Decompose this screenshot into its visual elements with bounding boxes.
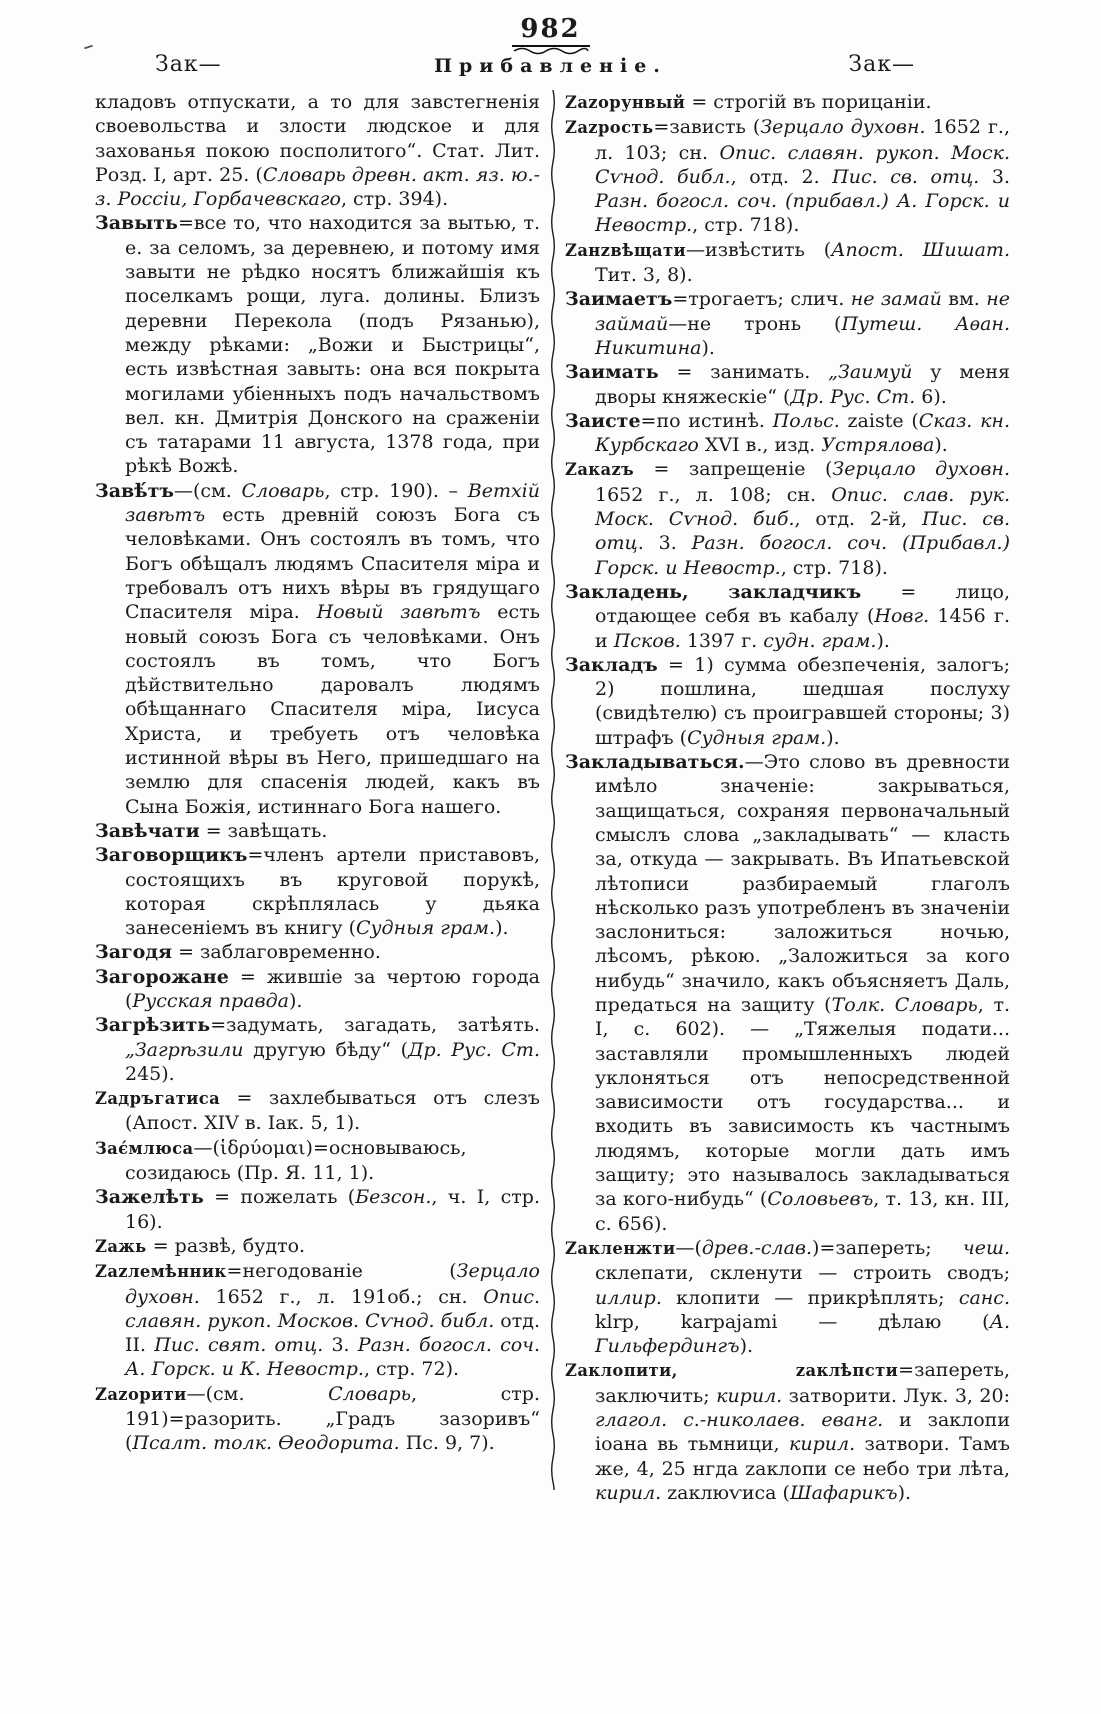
entry-text: Пис. свят. отц.	[154, 1334, 324, 1357]
entry-text: zaiste (	[839, 409, 919, 432]
entry-text: Судныя грам.	[687, 726, 827, 749]
headword: Завѣ́тъ	[95, 479, 174, 502]
entry-text: = строгій въ порицаніи.	[685, 91, 932, 113]
dictionary-entry	[565, 90, 1010, 115]
entry-text: Пс. 9, 7).	[399, 1432, 495, 1455]
entry-text: другую бѣду“ (	[243, 1038, 408, 1061]
headword: Закладываться.	[565, 751, 745, 774]
entry-text: Толк. Словарь	[831, 993, 978, 1016]
entry-text: А. Гильфердингъ	[595, 1310, 1010, 1358]
entry-text: склепати, скленути — строить сводъ;	[595, 1262, 1010, 1285]
entry-text: судн. грам.	[763, 629, 877, 652]
entry-text: затвори. Тамъ же, 4, 25 нгда zаклопи се небо три лѣта,	[595, 1433, 1010, 1480]
page-number-block	[0, 14, 1101, 55]
entry-text: чеш.	[962, 1236, 1010, 1259]
entry-text: =по истинѣ.	[640, 409, 773, 432]
entry-text: , отд. 2.	[730, 165, 833, 188]
headword: Загорожане	[95, 965, 229, 988]
entry-text: =негодованіе (	[226, 1260, 457, 1283]
entry-text: Словарь древн. акт. яз. ю.-з. Россіи, Горбачевскаго	[95, 163, 541, 211]
page-number-wavy-rule	[512, 47, 590, 55]
entry-text: кирил.	[595, 1481, 662, 1504]
entry-text: 1652 г., л. 191об.; сн.	[199, 1285, 484, 1308]
dictionary-entry	[565, 653, 1010, 750]
column-divider-rule	[548, 90, 558, 1490]
dictionary-entry	[565, 409, 1010, 458]
entry-text: = захлебываться отъ слезъ (Апост. XIV в. Іак. 5, 1).	[125, 1087, 540, 1135]
entry-text: XVI в., изд.	[698, 434, 822, 457]
entry-text: Опис. славян. рукоп. Москов. Сѵнод. библ.	[125, 1285, 540, 1332]
entry-text: Шафарикъ	[789, 1481, 898, 1504]
running-head-right: Зак—	[848, 52, 915, 77]
entry-text: Зерцало духовн.	[760, 116, 926, 139]
entry-text: , стр. 190). –	[324, 479, 468, 502]
entry-text: 1456 г. и	[595, 605, 1010, 652]
entry-text: Сказ. кн. Курбскаго	[595, 409, 1010, 457]
entry-text: не займай	[595, 288, 1010, 335]
entry-text: Псков.	[613, 629, 681, 652]
entry-text: —(см.	[186, 1382, 329, 1405]
entry-text: , т. 13, кн. III, с. 656).	[595, 1188, 1010, 1235]
dictionary-entry	[95, 479, 540, 819]
dictionary-entry	[565, 457, 1010, 579]
headword: Zаzрость	[565, 118, 654, 138]
entry-text: Опис. славян. рукоп. Моск. Сѵнод. библ.	[595, 141, 1010, 188]
entry-text: затворити. Лук. 3, 20:	[782, 1384, 1010, 1407]
page-number: 982	[520, 14, 581, 44]
entry-text: Польс.	[772, 409, 840, 432]
entry-text: есть древній союзъ Бога съ человѣками. Онъ состоялъ въ томъ, что Богъ обѣщалъ людямъ Спасителя міра и требовалъ отъ нихъ вѣры въ грядущаго Спасителя міра.	[125, 504, 540, 624]
entry-text: у меня дворы княжескіе“ (	[595, 361, 1010, 408]
entry-text: , стр. 394).	[340, 188, 449, 211]
dictionary-entry	[565, 287, 1010, 360]
entry-text: Новг.	[874, 605, 930, 628]
entry-text: Др. Рус. Ст.	[790, 385, 916, 408]
entry-continuation	[95, 90, 540, 211]
entry-text: 1652 г., л. 108; сн.	[595, 483, 832, 506]
entry-text: Путеш. Аѳан. Никитина	[595, 312, 1010, 359]
entry-text: Разн. богосл. соч. (Прибавл.) Горск. и Невостр.	[595, 532, 1010, 579]
entry-text: —(ἱδρύομαι)=основываюсь, созидаюсь (Пр. Я. 11, 1).	[125, 1136, 467, 1185]
entry-text: Разн. богосл. соч. (прибавл.) А. Горск. и Невостр.	[595, 190, 1010, 237]
entry-text: —извѣстить (	[686, 238, 832, 261]
headword: Zажь	[95, 1236, 147, 1256]
entry-text: Ветхій завѣтъ	[125, 479, 540, 527]
headword: Закладень, закладчикъ	[565, 580, 862, 603]
entry-text: ).	[288, 989, 303, 1012]
entry-text: ).	[897, 1481, 912, 1504]
headword: Закладъ	[565, 653, 658, 676]
headword: Зажелѣть	[95, 1186, 204, 1209]
dictionary-entry	[95, 965, 540, 1014]
headword: Зає́млюса	[95, 1138, 194, 1158]
entry-text: клопити — прикрѣплять;	[661, 1286, 959, 1309]
entry-text: , т. I, с. 602). — „Тяжелыя подати... заставляли промышленныхъ людей уклоняться отъ непосредственной зависимости отъ государства... и входить въ зависимость къ частнымъ людямъ, которые могли дать имъ защиту; это называлось закладываться за кого-нибудь“ (	[595, 993, 1010, 1211]
entry-text: Тит. 3, 8).	[595, 264, 693, 287]
entry-text: санс.	[958, 1286, 1010, 1309]
section-title: Прибавленіе.	[434, 55, 667, 77]
entry-text: , стр. 718).	[780, 556, 888, 579]
entry-text: „Заимуй	[828, 361, 913, 384]
entry-text: —(	[675, 1236, 702, 1259]
headword: Zаzорити	[95, 1384, 187, 1404]
entry-text: = 1) сумма обезпеченія, залогъ; 2) пошлина, шедшая послуху (свидѣтелю) съ проигравшей стороны; 3) штрафъ (	[595, 653, 1010, 749]
entry-text: Разн. богосл. соч. А. Горск. и К. Невостр.	[125, 1334, 541, 1381]
entry-text: ).	[495, 917, 509, 940]
entry-text: = пожелать (	[203, 1186, 356, 1209]
right-column	[565, 90, 1010, 1505]
entry-text: Новый завѣтъ	[316, 601, 481, 624]
entry-text: = лицо, отдающее себя въ кабалу (	[595, 580, 1010, 628]
dictionary-entry	[565, 1236, 1010, 1358]
entry-text: = жившіе за чертою города (	[125, 965, 540, 1012]
entry-text: =членъ артели приставовъ, состоящихъ въ круговой порукѣ, которая скрѣплялась у дьяка занесеніемъ въ книгу (	[125, 844, 540, 940]
entry-text: , отд. 2-й,	[794, 508, 922, 531]
dictionary-entry	[95, 819, 540, 843]
entry-text: =задумать, загадать, затѣять.	[210, 1014, 540, 1037]
column-divider	[540, 90, 565, 1505]
headword: Zадръгатиса	[95, 1089, 221, 1109]
headword: Завыть	[95, 212, 178, 235]
entry-text: =запереть, заключить;	[595, 1359, 1010, 1407]
dictionary-entry	[565, 115, 1010, 237]
entry-text: Устрялова	[821, 434, 935, 457]
entry-text: древ.-слав.	[701, 1236, 813, 1259]
entry-text: Судныя грам.	[356, 917, 496, 940]
entry-text: Русская правда	[132, 989, 289, 1012]
dictionary-entry	[565, 580, 1010, 653]
entry-text: )=запереть;	[812, 1236, 963, 1259]
headword: Zаклопити, zаклѣпсти	[565, 1361, 899, 1381]
entry-text: , стр. 718).	[692, 214, 800, 237]
entry-text: —Это слово въ древности имѣло значеніе: закрываться, защищаться, сохраняя первоначальный смыслъ слова „закладывать“ — класть за, откуда — закрывать. Въ Ипатьевской лѣтописи разбираемый глаголъ нѣсколько разъ употребленъ въ значеніи заслониться: заложиться ночью, лѣсомъ, рѣкою. „Заложиться за кого нибудь“ значило, какъ объясняетъ Даль, предаться на защиту (	[595, 751, 1010, 1016]
entry-text: не замай	[850, 288, 942, 311]
entry-text: 6).	[915, 385, 947, 408]
entry-text: Пис. св. отц.	[595, 508, 1011, 555]
headword: Заговорщикъ	[95, 844, 248, 867]
dictionary-entry	[565, 1358, 1010, 1505]
entry-text: —не тронь (	[668, 312, 842, 335]
entry-text: кирил.	[788, 1433, 856, 1456]
entry-text: = занимать.	[658, 361, 829, 384]
text-block	[95, 90, 1010, 1505]
dictionary-entry	[95, 1013, 540, 1086]
entry-text: ).	[739, 1335, 754, 1358]
headword: Заисте	[565, 409, 641, 432]
entry-text: 3.	[323, 1334, 358, 1357]
entry-text: Словарь	[241, 479, 325, 502]
entry-text: Опис. слав. рук. Моск. Сѵнод. биб.	[595, 483, 1010, 531]
entry-text: Соловьевъ	[767, 1188, 874, 1211]
headword: Zаzорунвый	[565, 93, 686, 112]
entry-text: zаклюѵиса (	[661, 1481, 790, 1504]
headword: Загодя	[95, 941, 173, 964]
headword: Zанzвѣщати	[565, 240, 687, 260]
entry-text: =зависть (	[653, 116, 761, 139]
dictionary-entry	[95, 843, 540, 940]
entry-text: вм.	[941, 288, 987, 311]
entry-text: ).	[701, 336, 715, 359]
entry-text: Др. Рус. Ст.	[408, 1038, 540, 1061]
headword: Загрѣзить	[95, 1014, 211, 1037]
entry-text: Словарь	[328, 1382, 412, 1405]
dictionary-entry	[565, 750, 1010, 1236]
headword: Zакаzъ	[565, 460, 635, 480]
dictionary-entry	[95, 1136, 540, 1186]
entry-text: иллир.	[595, 1286, 662, 1309]
running-head-left: Зак—	[155, 52, 222, 77]
entry-text: Пис. св. отц.	[832, 165, 980, 188]
dictionary-entry	[95, 1382, 540, 1456]
entry-text: =все то, что находится за вытью, т. е. за селомъ, за деревнею, и потому имя завыти не рѣдко носятъ ближайшія къ поселкамъ рощи, луга. долины. Близъ деревни Перекола (подъ Рязанью), между рѣками: „Вожи и Быстрицы“, есть извѣстная завыть: она вся покрыта могилами убіенныхъ подъ начальствомъ вел. кн. Дмитрія Донского на сраженіи съ татарами 11 августа, 1378 года, при рѣкѣ Вожѣ.	[125, 212, 540, 478]
dictionary-entry	[565, 238, 1010, 288]
entry-text: klrp, karpajami — дѣлаю (	[595, 1310, 990, 1333]
entry-text: , стр. 191)=разорить. „Градъ зазоривъ“ (	[125, 1382, 540, 1455]
entry-text: = развѣ, будто.	[146, 1234, 306, 1257]
entry-text: 245).	[125, 1062, 175, 1085]
entry-text: , стр. 72).	[363, 1358, 460, 1381]
entry-text: 1652 г., л. 103; сн.	[595, 116, 1010, 164]
entry-text: =трогаетъ; слич.	[672, 288, 851, 311]
entry-text: ).	[934, 434, 948, 457]
entry-text: Зерцало духовн.	[832, 458, 1010, 481]
headword: Заимаетъ	[565, 288, 673, 311]
entry-text: есть новый союзъ Бога съ человѣками. Онъ состоялъ въ томъ, что Богъ дѣйствительно даровалъ людямъ обѣщаннаго Спасителя міра, Іисуса Христа, и требуеть отъ человѣка истинной вѣры въ Него, пришедшаго на землю для спасенія людей, какъ въ Сына Божія, истиннаго Бога нашего.	[125, 601, 541, 818]
dictionary-entry	[95, 211, 540, 478]
entry-text: глагол. с.-николаев. еванг.	[595, 1409, 884, 1432]
dictionary-entry	[95, 940, 540, 964]
headword: Заимать	[565, 361, 659, 384]
entry-text: = запрещеніе (	[634, 458, 833, 481]
headword: Zаzлемѣнник	[95, 1262, 227, 1282]
headword: Zакленжти	[565, 1238, 676, 1258]
entry-text: = завѣщать.	[199, 819, 328, 842]
headword: Завѣчати	[95, 819, 200, 842]
entry-text: Безсон.	[355, 1186, 432, 1209]
entry-text: ).	[826, 726, 840, 749]
entry-text: Псалт. толк. Ѳеодорита.	[132, 1432, 400, 1455]
dictionary-entry	[95, 1259, 540, 1381]
entry-text: кладовъ отпускати, а то для завстегненія своевольства и злости людское и для захованья покою посполитого“. Стат. Лит. Розд. I, арт. 25. (	[95, 91, 540, 186]
entry-text: Зерцало духовн.	[125, 1260, 540, 1308]
entry-text: Апост. Шишат.	[831, 238, 1010, 261]
dictionary-entry	[565, 360, 1010, 409]
entry-text: отд. II.	[125, 1309, 540, 1357]
dictionary-entry	[95, 1086, 540, 1136]
entry-text: 3.	[643, 532, 692, 555]
entry-text: 1397 г.	[680, 629, 764, 652]
entry-text: кирил.	[716, 1384, 783, 1407]
entry-text: „Загрѣзили	[125, 1038, 244, 1061]
entry-text: 3.	[979, 165, 1010, 188]
entry-text: и заклопи іоана вь тьмници,	[595, 1409, 1010, 1456]
dictionary-entry	[95, 1234, 540, 1259]
entry-text: ).	[876, 629, 890, 652]
entry-text: —(см.	[173, 479, 242, 502]
entry-text: = заблаговременно.	[172, 941, 381, 964]
entry-text: , ч. I, стр. 16).	[125, 1186, 540, 1233]
dictionary-entry	[95, 1185, 540, 1234]
left-column	[95, 90, 540, 1505]
